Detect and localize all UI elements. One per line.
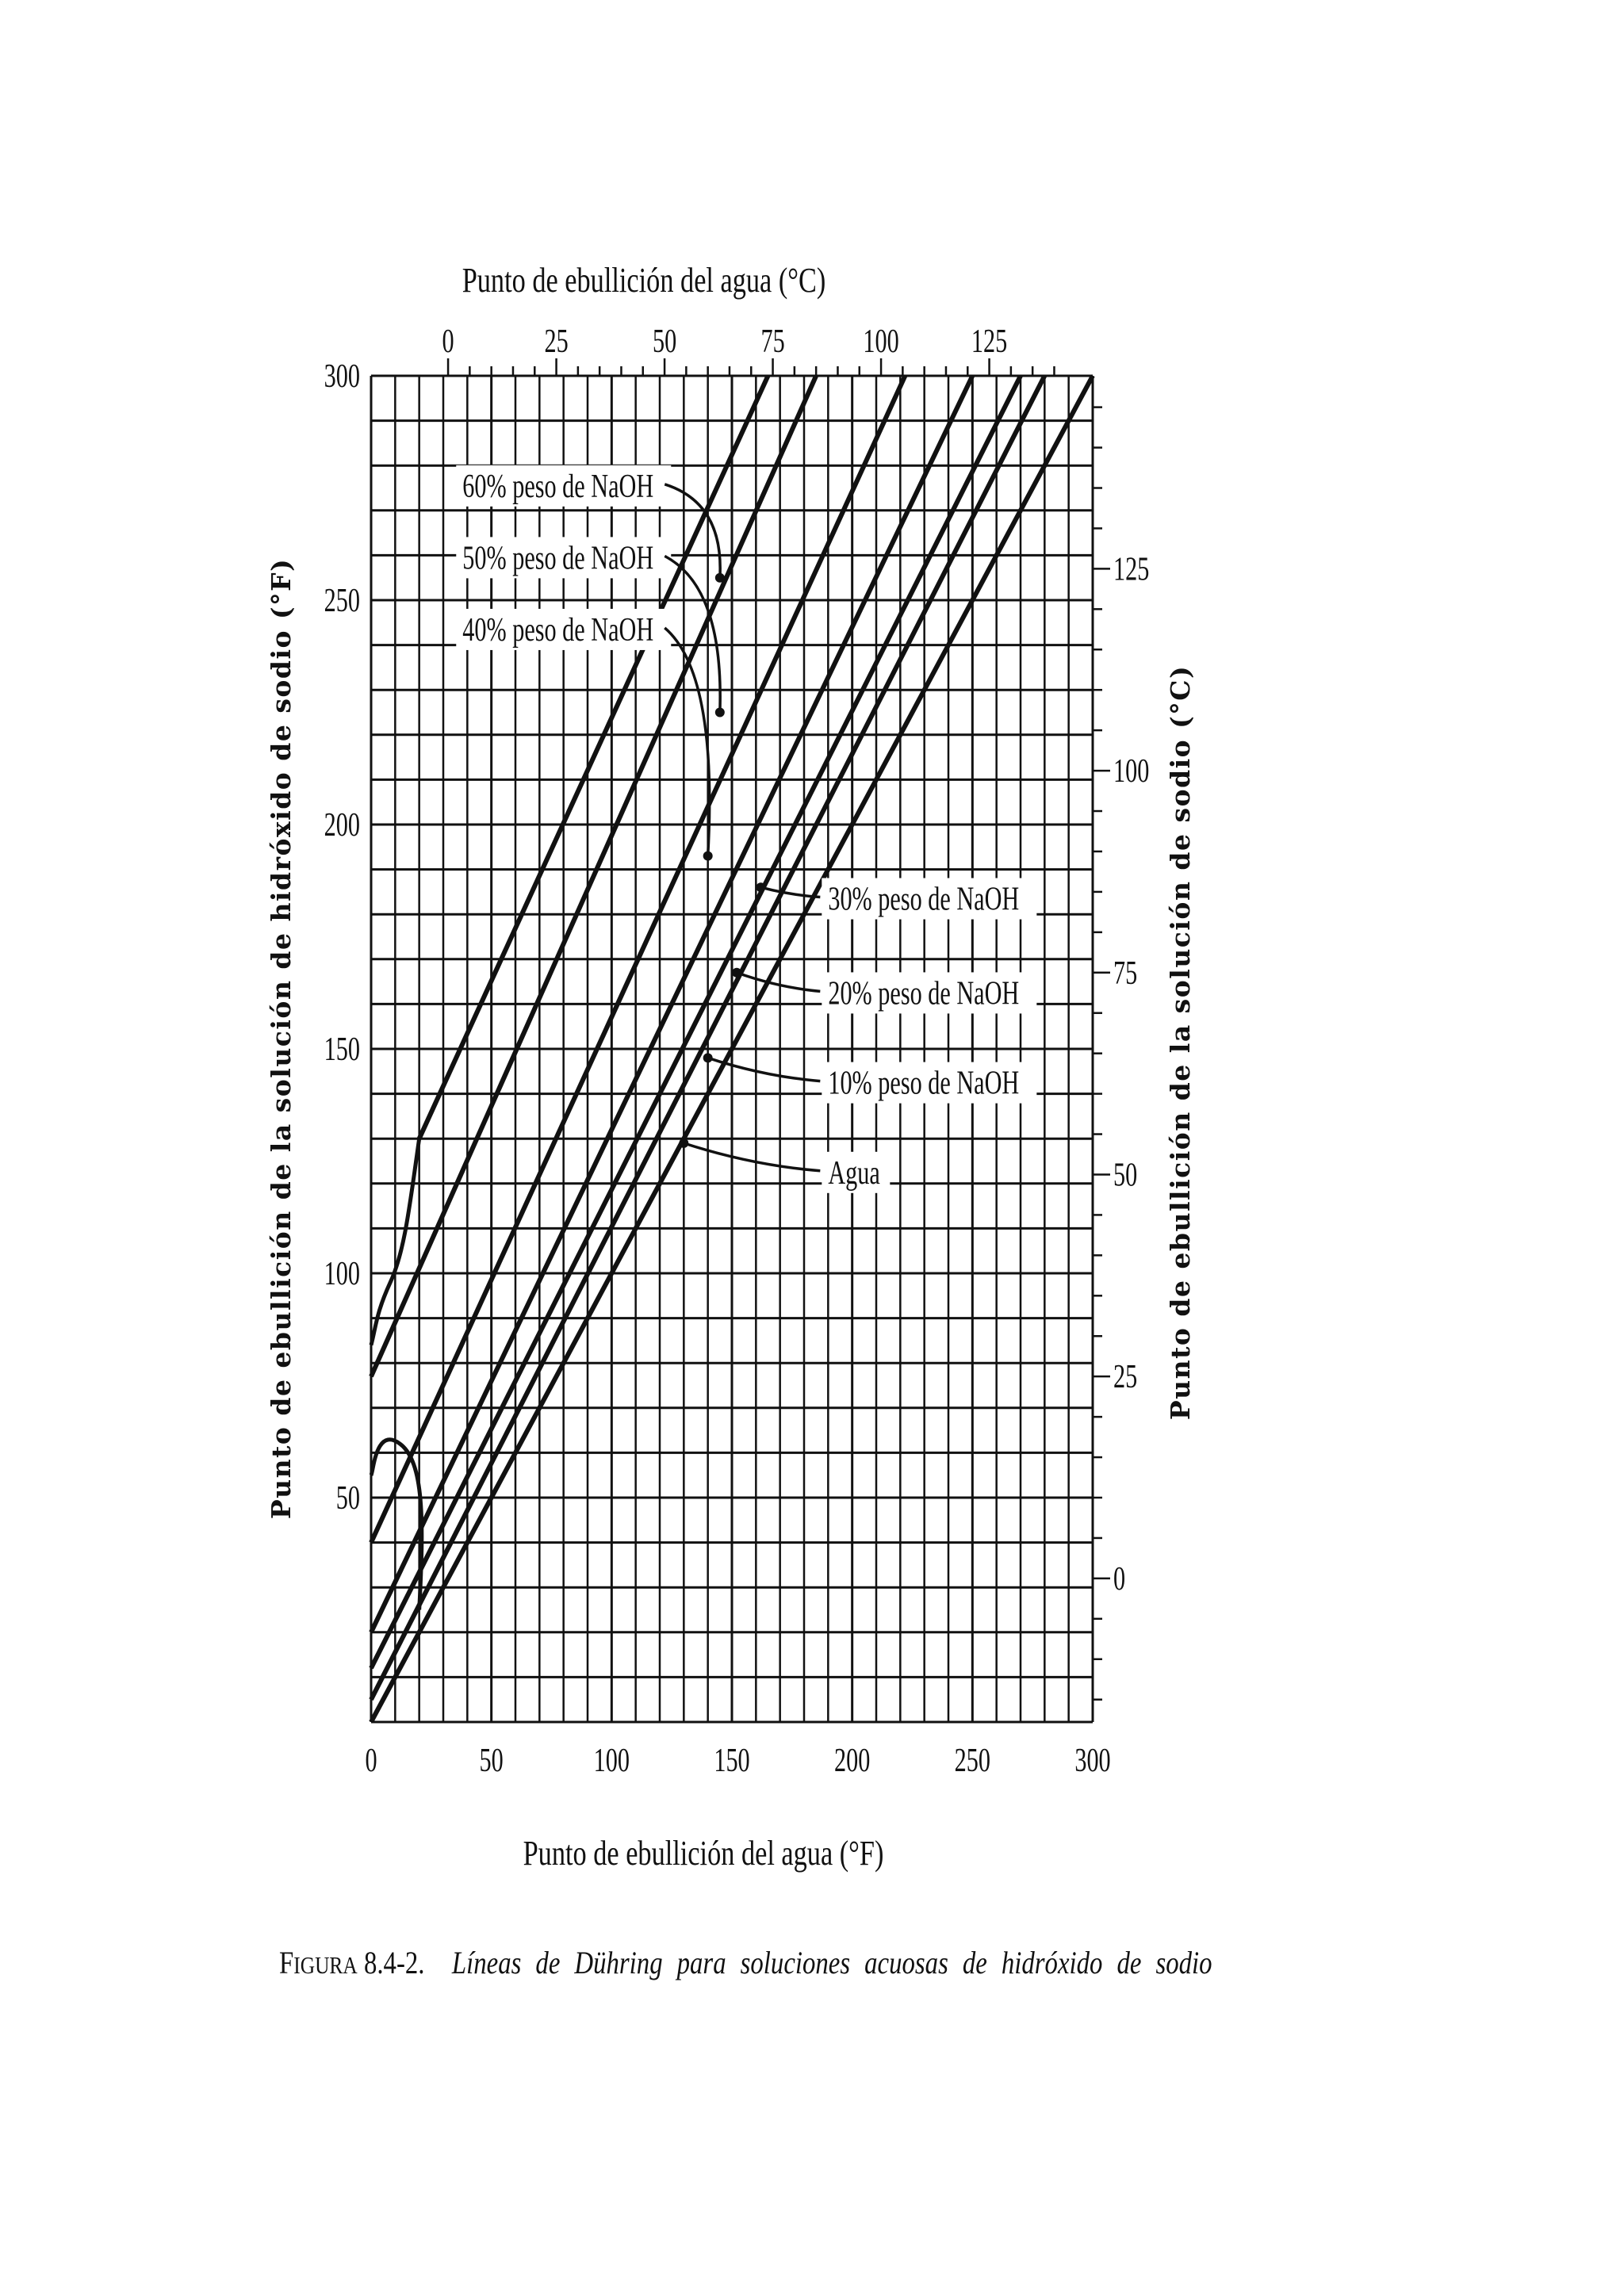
x-tick-label: 100 xyxy=(593,1741,630,1779)
x2-axis-title: Punto de ebullición del agua (°C) xyxy=(462,260,826,300)
series-label: 30% peso de NaOH xyxy=(828,879,1020,917)
y2-axis-title: Punto de ebullición de la solución de sodio (°C) xyxy=(1165,664,1196,1421)
series-label-arrowhead xyxy=(715,573,725,583)
y2-tick-label: 100 xyxy=(1113,752,1150,790)
caption-text: Líneas de Dühring para soluciones acuosas de hidróxido de sodio xyxy=(451,1945,1212,1980)
x-tick-label: 200 xyxy=(833,1741,871,1779)
series-labels xyxy=(456,465,1036,1193)
y-tick-label: 200 xyxy=(324,806,360,844)
series-label: 60% peso de NaOH xyxy=(462,466,654,505)
series-label: 50% peso de NaOH xyxy=(462,538,654,576)
series-label-arrowhead xyxy=(679,1138,688,1148)
x-tick-label: 250 xyxy=(954,1741,991,1779)
y2-tick-label: 0 xyxy=(1113,1559,1126,1598)
y-tick-label: 300 xyxy=(324,357,360,395)
x2-tick-label: 50 xyxy=(652,322,677,360)
y-tick-label: 100 xyxy=(324,1254,360,1292)
series-label-leader xyxy=(760,887,820,897)
y-tick-label: 250 xyxy=(324,581,360,619)
ticks xyxy=(324,322,1150,1778)
series-label-arrowhead xyxy=(756,882,765,892)
y-axis-title: Punto de ebullición de la solución de hidróxido de sodio (°F) xyxy=(266,557,297,1520)
series-label-arrowhead xyxy=(732,968,741,978)
series-label-arrowhead xyxy=(703,1053,713,1062)
series-label-leader xyxy=(737,973,820,992)
figure-number: FIGURA 8.4-2. xyxy=(279,1945,425,1980)
x2-tick-label: 25 xyxy=(544,322,569,360)
x-tick-label: 0 xyxy=(365,1741,377,1779)
series-label-leader xyxy=(684,1143,820,1171)
x-tick-label: 50 xyxy=(479,1741,504,1779)
y2-tick-label: 25 xyxy=(1113,1357,1138,1395)
x-axis-title: Punto de ebullición del agua (°F) xyxy=(523,1833,884,1873)
x-tick-label: 300 xyxy=(1074,1741,1111,1779)
x2-tick-label: 100 xyxy=(863,322,899,360)
y2-tick-label: 50 xyxy=(1113,1155,1138,1193)
series-label: Agua xyxy=(828,1153,880,1191)
series-label: 20% peso de NaOH xyxy=(828,974,1020,1012)
series-label-arrowhead xyxy=(715,708,725,718)
x2-tick-label: 75 xyxy=(760,322,785,360)
series-label: 40% peso de NaOH xyxy=(462,610,654,649)
series-label: 10% peso de NaOH xyxy=(828,1063,1020,1101)
figure-caption xyxy=(279,1944,1212,1981)
y2-tick-label: 75 xyxy=(1113,953,1138,991)
y-tick-label: 150 xyxy=(324,1030,360,1068)
y2-tick-label: 125 xyxy=(1113,549,1150,587)
y-tick-label: 50 xyxy=(335,1479,360,1517)
x2-tick-label: 0 xyxy=(442,322,454,360)
series-label-arrowhead xyxy=(703,851,713,861)
x-tick-label: 150 xyxy=(714,1741,750,1779)
x2-tick-label: 125 xyxy=(971,322,1008,360)
